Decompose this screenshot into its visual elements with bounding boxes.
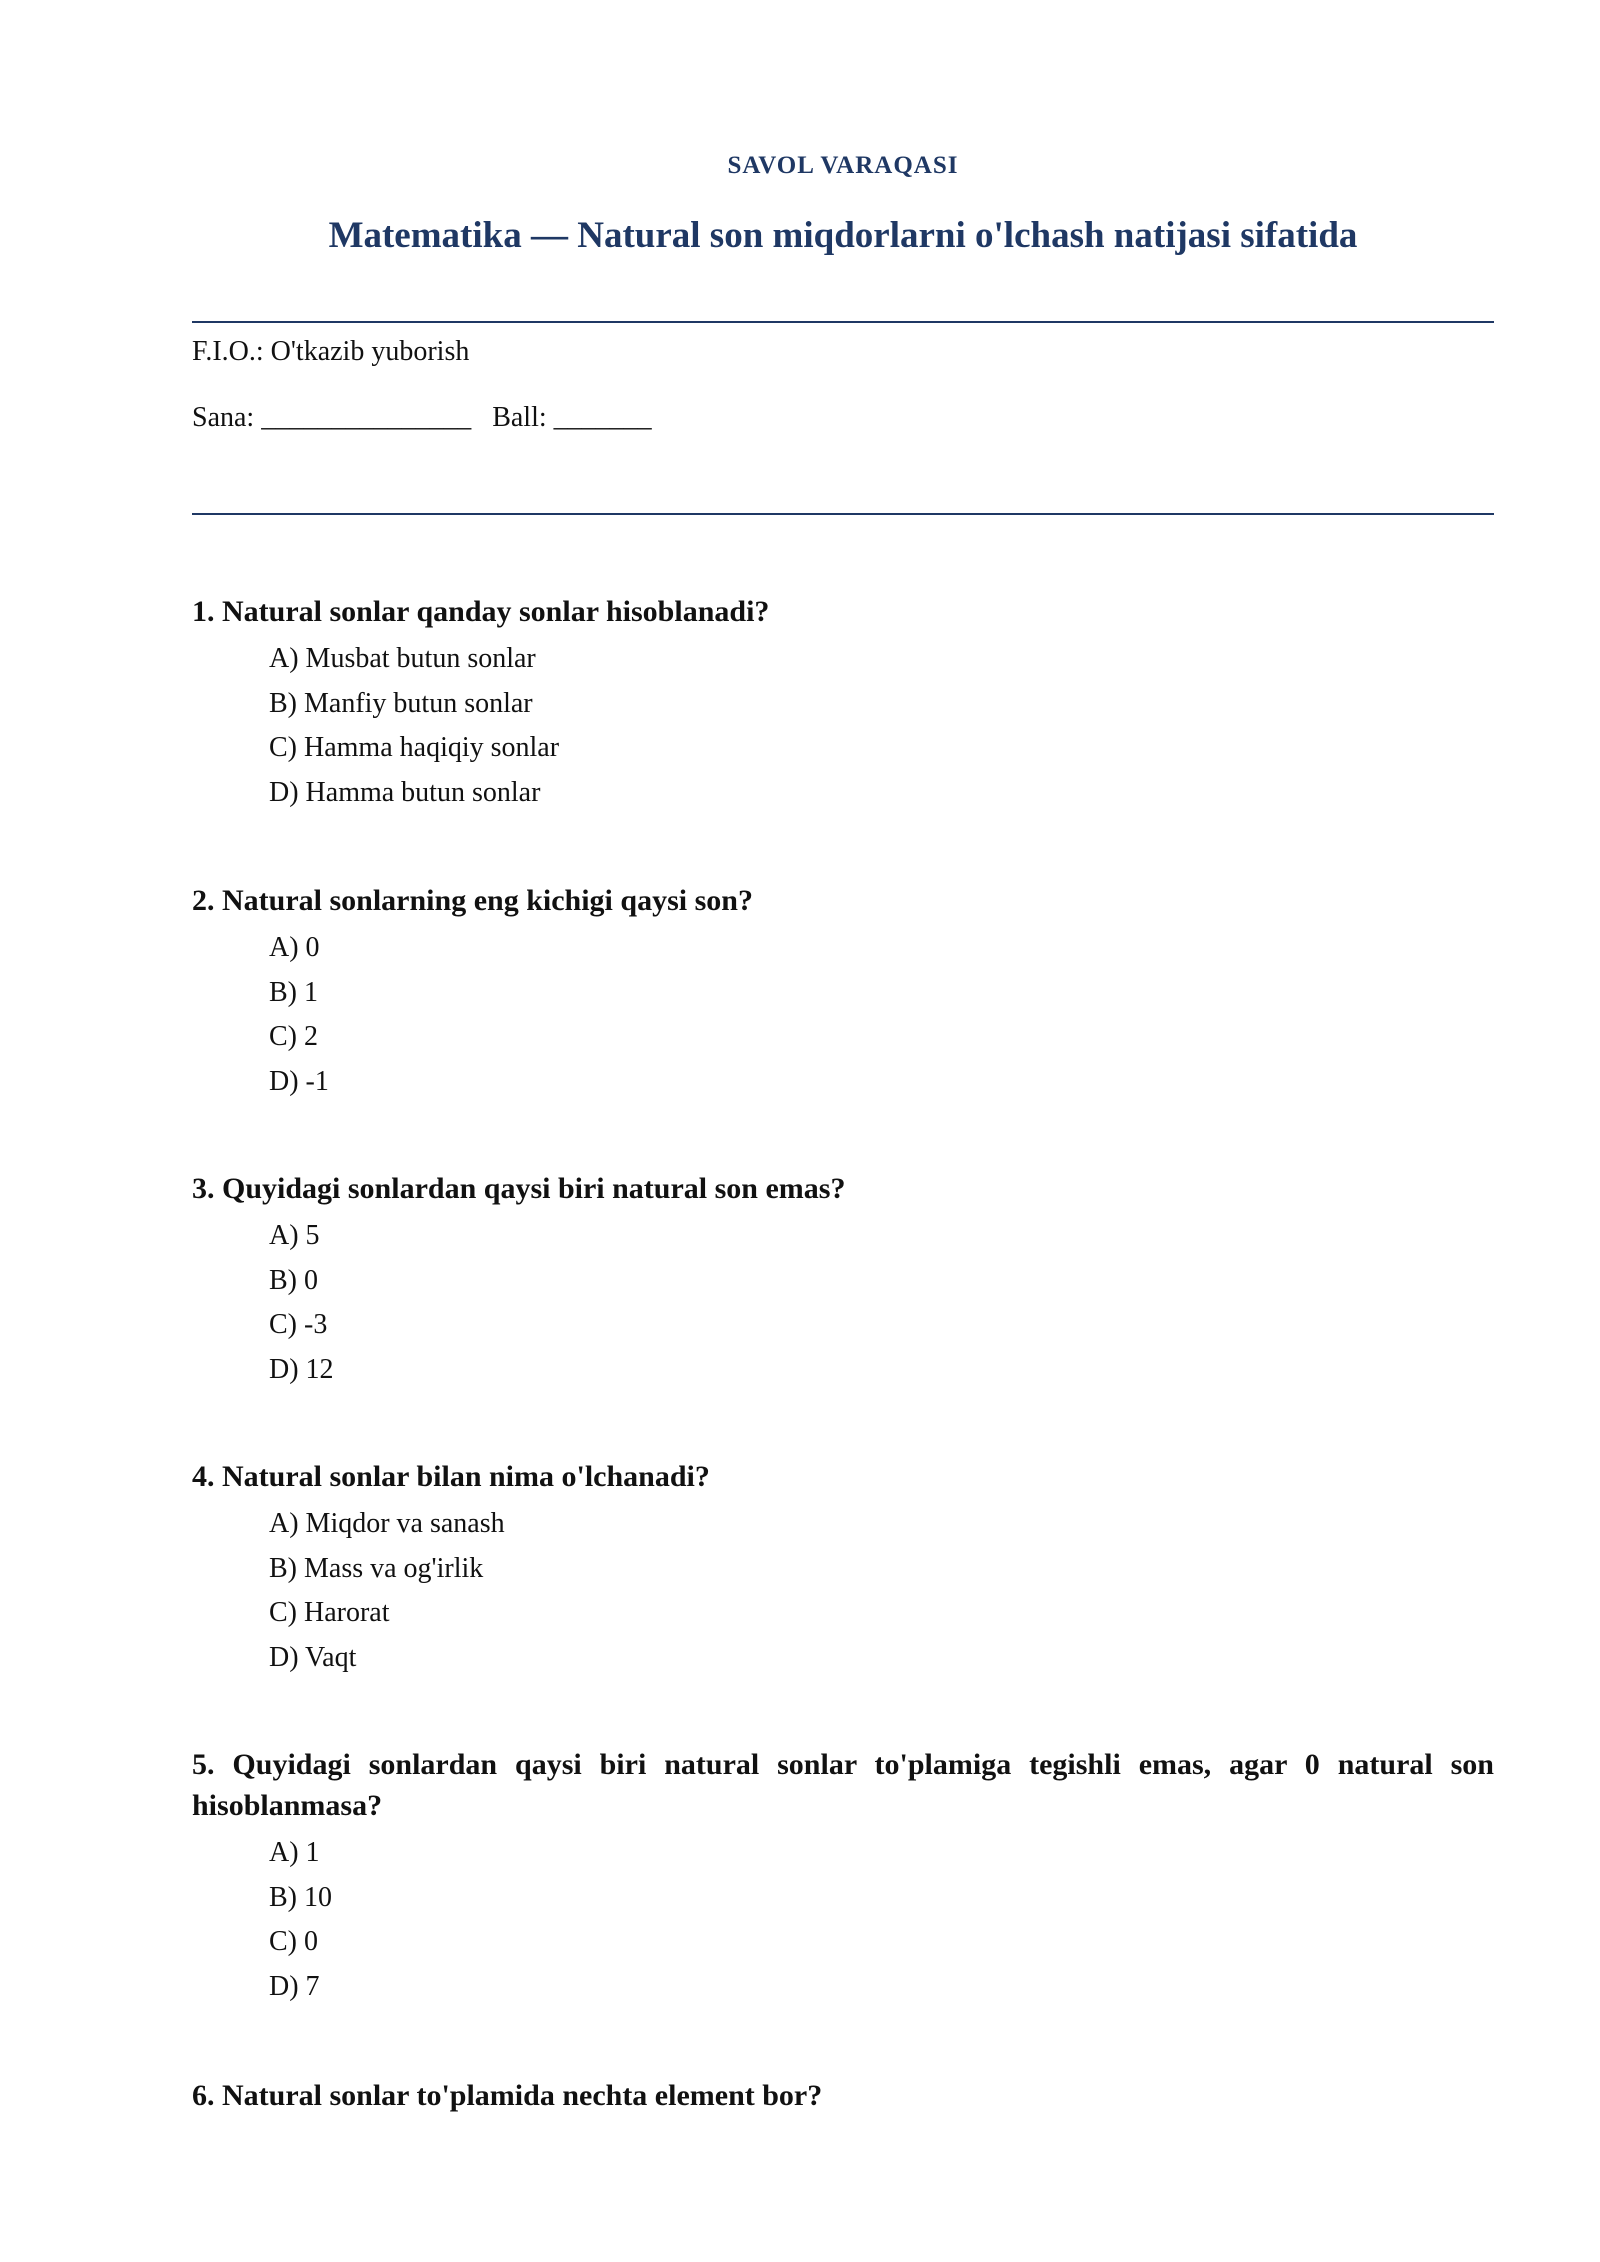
question-1-text: 1. Natural sonlar qanday sonlar hisoblanadi? <box>192 595 770 628</box>
question-5-option-b: B) 10 <box>269 1881 332 1913</box>
header-divider-top <box>192 321 1494 323</box>
date-score-field: Sana: _______________ Ball: _______ <box>192 402 652 433</box>
question-2 <box>192 880 1494 1104</box>
question-6 <box>192 2075 1494 2116</box>
question-1-options <box>192 637 1494 815</box>
question-4 <box>192 1456 1494 1680</box>
question-4-option-d: D) Vaqt <box>269 1641 357 1673</box>
question-2-option-d: D) -1 <box>269 1065 329 1097</box>
header-divider-bottom <box>192 513 1494 515</box>
question-5-option-c: C) 0 <box>269 1926 318 1957</box>
question-3 <box>192 1168 1494 1392</box>
question-5-option-a: A) 1 <box>269 1837 320 1868</box>
question-2-options <box>192 926 1494 1104</box>
question-3-option-a: A) 5 <box>269 1220 320 1251</box>
question-2-option-b: B) 1 <box>269 976 318 1008</box>
question-1 <box>192 591 1494 815</box>
question-4-options <box>192 1502 1494 1680</box>
document-title: Matematika — Natural son miqdorlarni o'lchash natijasi sifatida <box>328 215 1358 256</box>
question-4-option-a: A) Miqdor va sanash <box>269 1508 505 1539</box>
question-5-option-d: D) 7 <box>269 1970 320 2002</box>
question-1-option-c: C) Hamma haqiqiy sonlar <box>269 732 560 763</box>
question-4-text: 4. Natural sonlar bilan nima o'lchanadi? <box>192 1460 710 1493</box>
question-3-option-c: C) -3 <box>269 1309 328 1340</box>
question-4-option-c: C) Harorat <box>269 1597 390 1628</box>
question-2-option-a: A) 0 <box>269 932 320 963</box>
sheet-label: SAVOL VARAQASI <box>727 152 959 179</box>
question-1-option-a: A) Musbat butun sonlar <box>269 643 536 674</box>
question-3-option-b: B) 0 <box>269 1264 318 1296</box>
question-4-option-b: B) Mass va og'irlik <box>269 1552 484 1584</box>
question-3-text: 3. Quyidagi sonlardan qaysi biri natural son emas? <box>192 1172 846 1205</box>
question-6-text: 6. Natural sonlar to'plamida nechta element bor? <box>192 2079 823 2112</box>
question-5-options <box>192 1831 1494 2009</box>
question-1-option-b: B) Manfiy butun sonlar <box>269 687 533 719</box>
question-5-text: 5. Quyidagi sonlardan qaysi biri natural sonlar to'plamiga tegishli emas, agar 0 natural son hisoblanmasa? <box>192 1748 1494 1822</box>
question-3-options <box>192 1214 1494 1392</box>
question-2-option-c: C) 2 <box>269 1021 318 1052</box>
question-3-option-d: D) 12 <box>269 1353 334 1385</box>
question-1-option-d: D) Hamma butun sonlar <box>269 776 541 808</box>
question-2-text: 2. Natural sonlarning eng kichigi qaysi son? <box>192 884 753 917</box>
question-5 <box>192 1744 1494 2009</box>
student-name-field: F.I.O.: O'tkazib yuborish <box>192 336 470 367</box>
